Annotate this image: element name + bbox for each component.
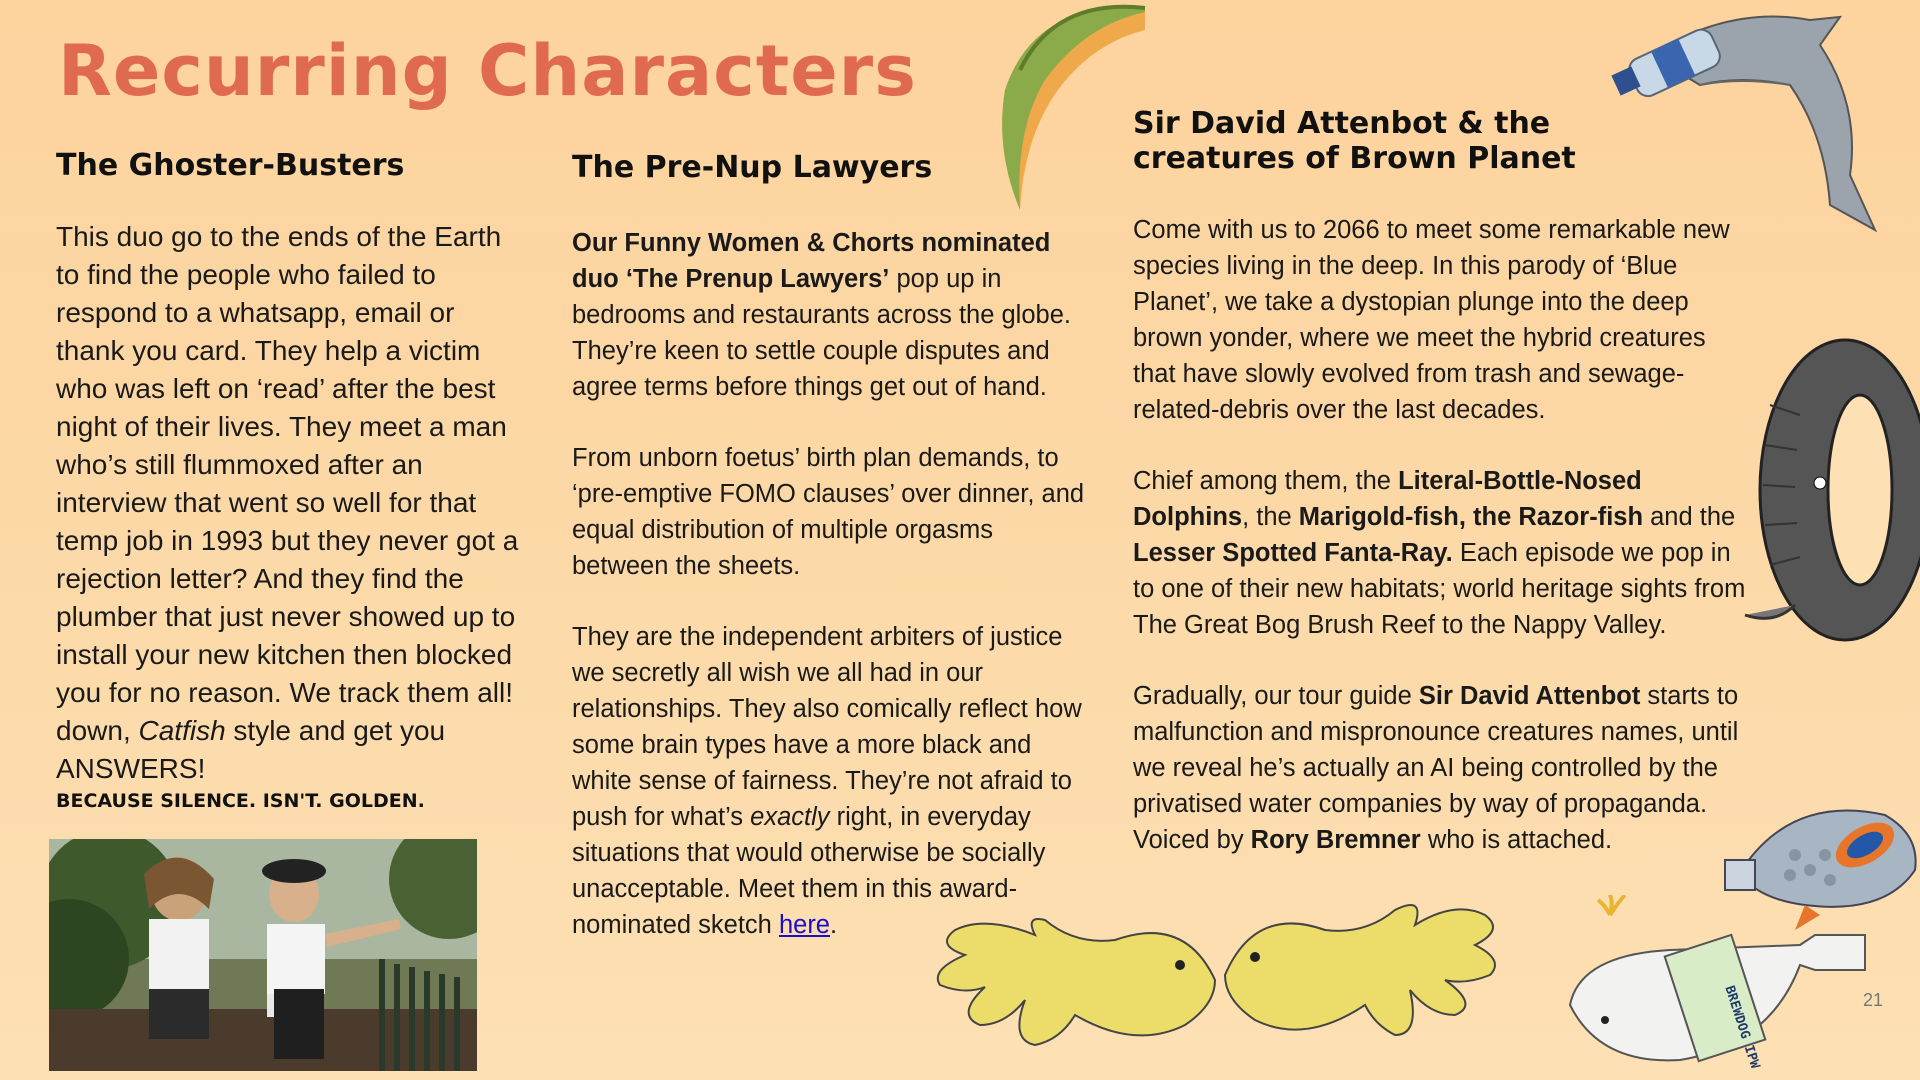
attenbot-paragraph-1: Come with us to 2066 to meet some remarkable new species living in the deep. In this parody of ‘Blue Planet’, we take a dystopian plunge into the deep brown yonder, where we meet the hybrid creatures that have slowly evolved from trash and sewage-related-debris over the last decades. bbox=[1133, 216, 1730, 424]
sketch-link[interactable]: here bbox=[778, 911, 830, 939]
tyre-creature-illustration bbox=[1735, 335, 1920, 645]
pre-nup-lawyers-heading: The Pre-Nup Lawyers bbox=[572, 150, 933, 185]
catfish-emphasis: Catfish bbox=[138, 715, 226, 746]
attenbot-paragraph-3: Gradually, our tour guide Sir David Attenbot starts to malfunction and mispronounce creatures names, until we reveal he’s actually an AI being controlled by the privatised water companies by way of propaganda. Voiced by Rory Bremner who is attached. bbox=[1133, 682, 1739, 854]
bottle-label: BREWDOG IPW bbox=[1721, 983, 1763, 1071]
pre-nup-paragraph-3: They are the independent arbiters of justice we secretly all wish we all had in our relationships. They also comically reflect how some brain types have a more black and white sense of fairness. They’re not afraid to push for what’s exactly right, in everyday situations that would otherwise be socially unacceptable. Meet them in this award-nominated sketch here. bbox=[572, 623, 1082, 939]
attenbot-paragraph-2: Chief among them, the Literal-Bottle-Nosed Dolphins, the Marigold-fish, the Razor-fish and the Lesser Spotted Fanta-Ray. Each episode we pop in to one of their new habitats; world heritage sights from The Great Bog Brush Reef to the Nappy Valley. bbox=[1133, 467, 1746, 639]
marigold-glove-fish-illustration bbox=[925, 875, 1505, 1080]
ghoster-busters-photo bbox=[49, 839, 477, 1071]
page-number: 21 bbox=[1862, 990, 1883, 1010]
attenbot-description bbox=[1133, 212, 1753, 893]
bottle-whale-illustration bbox=[1560, 895, 1870, 1080]
pre-nup-paragraph-1: Our Funny Women & Chorts nominated duo ‘The Prenup Lawyers’ pop up in bedrooms and restaurants across the globe. They’re keen to settle couple disputes and agree terms before things get out of hand. bbox=[572, 229, 1071, 401]
ghoster-busters-heading: The Ghoster-Busters bbox=[56, 148, 405, 183]
pre-nup-lawyers-description bbox=[572, 225, 1092, 978]
bottle-dolphin-illustration bbox=[1610, 5, 1890, 235]
pre-nup-paragraph-2: From unborn foetus’ birth plan demands, to ‘pre-emptive FOMO clauses’ over dinner, and equal distribution of multiple orgasms between the sheets. bbox=[572, 444, 1085, 580]
ghoster-busters-tagline: BECAUSE SILENCE. ISN'T. GOLDEN. bbox=[56, 790, 425, 812]
melon-slice-illustration bbox=[995, 0, 1155, 215]
ghoster-busters-description: This duo go to the ends of the Earth to find the people who failed to respond to a whatsapp, email or thank you card. They help a victim who was left on ‘read’ after the best night of their lives. They meet a man who’s still flummoxed after an interview that went so well for that temp job in 1993 but they never got a rejection letter? And they find the plumber that just never showed up to install your new kitchen then blocked you for no reason. We track them all! down, Catfish style and get you ANSWERS! bbox=[56, 221, 519, 784]
page-title: Recurring Characters bbox=[58, 30, 917, 112]
attenbot-heading: Sir David Attenbot & the creatures of Brown Planet bbox=[1133, 106, 1576, 176]
